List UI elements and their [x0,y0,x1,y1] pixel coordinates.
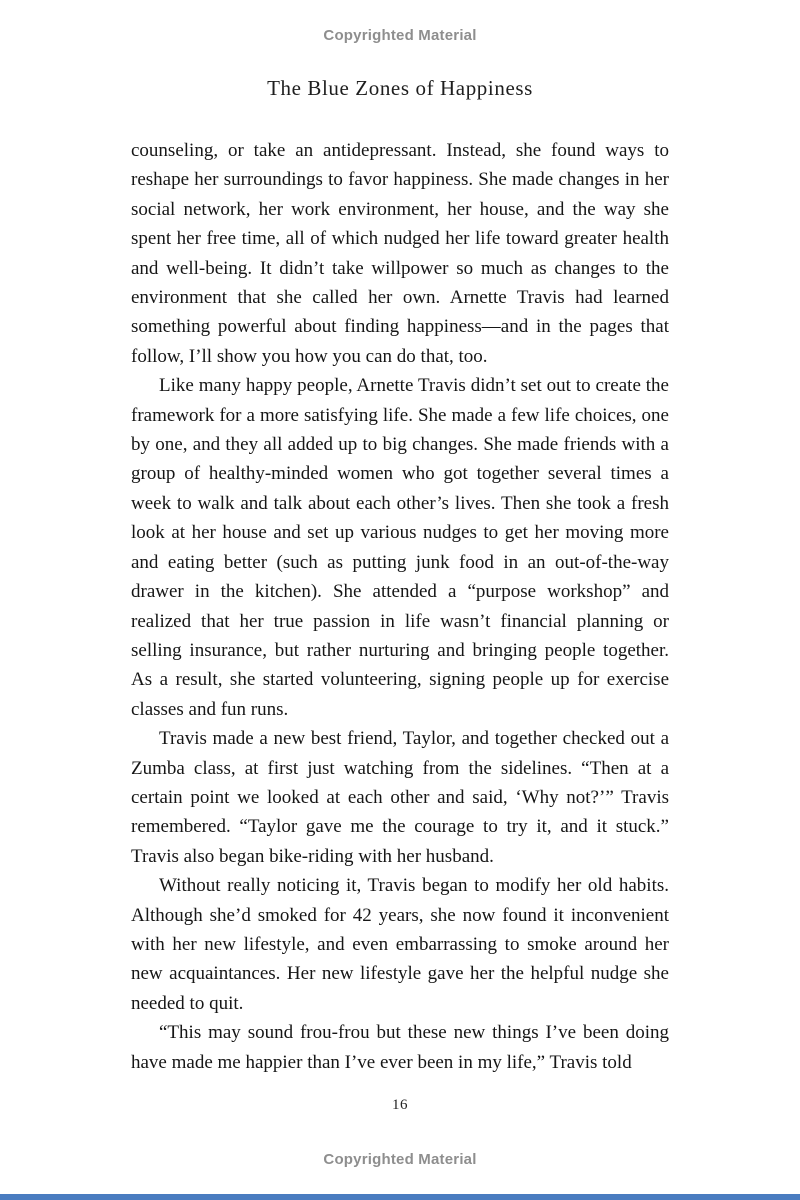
paragraph: Travis made a new best friend, Taylor, and together checked out a Zumba class, at first just watching from the sidelines. “Then at a certain point we looked at each other and said, ‘Why not?’” Travis remembered. “Taylor gave me the courage to try it, and it stuck.” Travis also began bike-riding with her husband. [131,728,669,867]
page-body [131,136,669,1077]
paragraph: “This may sound frou-frou but these new things I’ve been doing have made me happier than I’ve ever been in my life,” Travis told [131,1022,669,1073]
book-title-running-head: The Blue Zones of Happiness [267,76,533,100]
paragraph-continuation: counseling, or take an antidepressant. Instead, she found ways to reshape her surroundings to favor happiness. She made changes in her social network, her work environment, her house, and the way she spent her free time, all of which nudged her life toward greater health and well-being. It didn’t take willpower so much as changes to the environment that she called her own. Arnette Travis had learned something powerful about finding happiness—and in the pages that follow, I’ll show you how you can do that, too. [131,140,669,367]
copyrighted-material-banner-bottom: Copyrighted Material [323,1151,477,1168]
copyrighted-material-banner-top: Copyrighted Material [323,27,477,44]
page-number: 16 [392,1097,408,1113]
preview-bottom-bar [0,1194,800,1200]
paragraph: Without really noticing it, Travis began to modify her old habits. Although she’d smoked for 42 years, she now found it inconvenient with her new lifestyle, and even embarrassing to smoke around her new acquaintances. Her new lifestyle gave her the helpful nudge she needed to quit. [131,875,669,1014]
paragraph: Like many happy people, Arnette Travis didn’t set out to create the framework for a more satisfying life. She made a few life choices, one by one, and they all added up to big changes. She made friends with a group of healthy-minded women who got together several times a week to walk and talk about each other’s lives. Then she took a fresh look at her house and set up various nudges to get her moving more and eating better (such as putting junk food in an out-of-the-way drawer in the kitchen). She attended a “purpose workshop” and realized that her true passion in life wasn’t financial planning or selling insurance, but rather nurturing and bringing people together. As a result, she started volunteering, signing people up for exercise classes and fun runs. [131,375,669,720]
